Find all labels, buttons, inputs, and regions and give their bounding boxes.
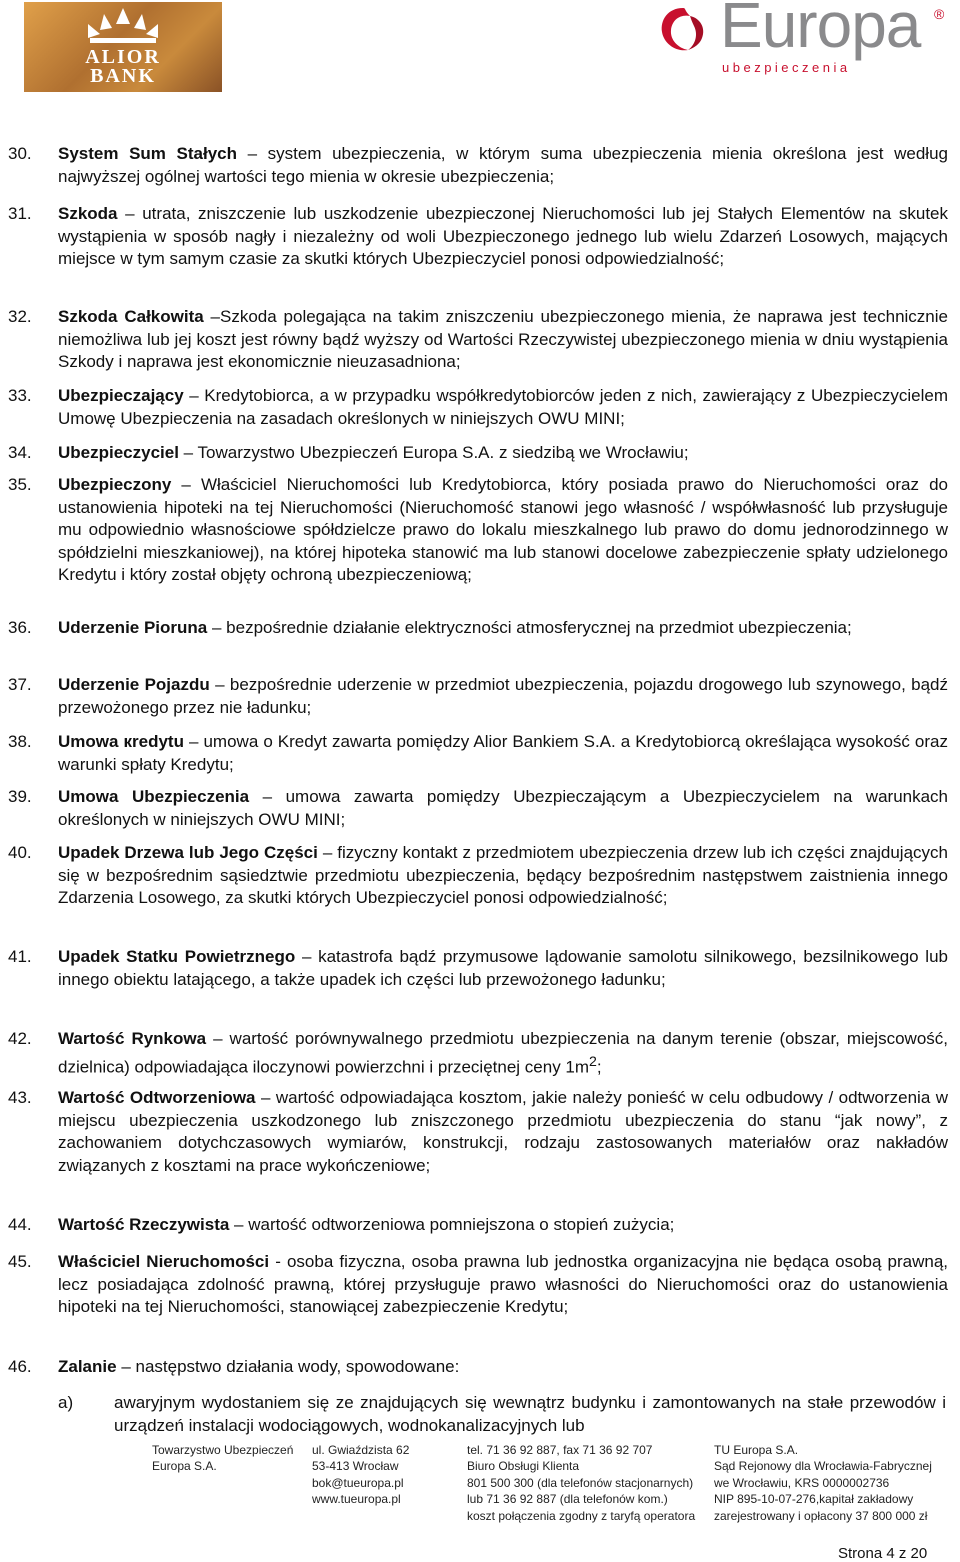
- footer-line: koszt połączenia zgodny z taryfą operatora: [467, 1508, 696, 1523]
- definition-item: [8, 617, 948, 640]
- definition-item: [8, 1028, 948, 1079]
- item-superscript: 2: [589, 1053, 597, 1070]
- item-term: Właściciel Nieruchomości: [58, 1252, 270, 1271]
- definition-item: [8, 946, 948, 991]
- footer-line: Biuro Obsługi Klienta: [467, 1459, 580, 1474]
- item-term: Ubezpieczony: [58, 475, 172, 494]
- europa-logo-word: Europa: [720, 0, 921, 61]
- footer-line: TU Europa S.A.: [714, 1443, 799, 1457]
- item-term: Uderzenie Pojazdu: [58, 675, 210, 694]
- page-header: [0, 0, 960, 100]
- definition-item: [8, 306, 948, 374]
- item-number: 40.: [8, 843, 32, 862]
- subitem-text: awaryjnym wydostaniem się ze znajdujących się wewnątrz budynku i zamontowanych na stałe przewodów i urządzeń instalacji wodociągowych, wodnokanalizacyjnych lub: [114, 1393, 946, 1435]
- footer-line: Europa S.A.: [152, 1459, 217, 1474]
- europa-logo-registered: ®: [934, 6, 945, 22]
- item-text: - osoba fizyczna, osoba prawna lub jednostka organizacyjna nie będąca osobą prawną, lecz posiadająca zdolność prawną, której przysługuje prawo własności do Nieruchomości oraz do ustanowienia hipoteki na tej Nieruchomości, stanowiącej zabezpieczenie Kredytu;: [58, 1252, 949, 1316]
- item-text: – fizyczny kontakt z przedmiotem ubezpieczenia drzew lub ich części znajdujących się w bezpośrednim sąsiedztwie przedmiotu ubezpieczenia, będący bezpośrednim następstwem zaistnienia innego Zdarzenia Losowego, za skutki których Ubezpieczyciel ponosi odpowiedzialność;: [58, 843, 948, 907]
- alior-logo-line2: BANK: [90, 65, 156, 87]
- footer-company: [152, 1442, 293, 1475]
- europa-logo-sub: ubezpieczenia: [722, 60, 851, 75]
- item-number: 35.: [8, 475, 32, 494]
- item-text: – umowa o Kredyt zawarta pomiędzy Alior Bankiem S.A. a Kredytobiorcą określająca wysokość oraz warunki spłaty Kredytu;: [58, 732, 948, 774]
- item-number: 45.: [8, 1252, 32, 1271]
- definition-item: [8, 842, 948, 910]
- definition-item: [8, 786, 948, 831]
- item-text: – katastrofa bądź przymusowe lądowanie samolotu silnikowego, bezsilnikowego lub innego obiektu latającego, a także upadek ich części lub przewożonego ładunku;: [58, 947, 948, 989]
- definition-item: [8, 143, 948, 188]
- footer-line: 801 500 300 (dla telefonów stacjonarnych): [467, 1475, 694, 1490]
- footer-line: Sąd Rejonowy dla Wrocławia-Fabrycznej: [714, 1459, 932, 1474]
- item-number: 41.: [8, 947, 32, 966]
- item-text: – wartość porównywalnego przedmiotu ubezpieczenia na danym terenie (obszar, miejscowość, dzielnica) odpowiadająca iloczynowi powierzchni i przeciętnej ceny 1m: [58, 1029, 948, 1077]
- item-term: Wartość Rynkowa: [58, 1029, 207, 1048]
- item-number: 46.: [8, 1357, 32, 1376]
- item-text: – umowa zawarta pomiędzy Ubezpieczającym a Ubezpieczycielem na warunkach określonych w niniejszych OWU MINI;: [58, 787, 949, 829]
- footer-line: Towarzystwo Ubezpieczeń: [152, 1443, 294, 1457]
- item-term: Ubezpieczyciel: [58, 443, 179, 462]
- item-text: – utrata, zniszczenie lub uszkodzenie ubezpieczonej Nieruchomości lub jej Stałych Elementów na skutek wystąpienia w sposób nagły i niezależny od woli Ubezpieczonego jednego lub wielu Zdarzeń Losowych, mających miejsce w tym samym czasie za skutki których Ubezpieczyciel ponosi odpowiedzialność;: [58, 204, 948, 268]
- footer-line: we Wrocławiu, KRS 0000002736: [714, 1475, 890, 1490]
- item-number: 44.: [8, 1215, 32, 1234]
- item-text: – następstwo działania wody, spowodowane:: [116, 1357, 460, 1376]
- footer-line: tel. 71 36 92 887, fax 71 36 92 707: [467, 1443, 653, 1457]
- footer-website-link[interactable]: www.tueuropa.pl: [312, 1492, 401, 1507]
- item-text: – wartość odpowiadająca kosztom, jakie należy ponieść w celu odbudowy / odtworzenia w miejscu ubezpieczenia uszkodzonego lub zniszczonego przedmiotu ubezpieczenia do stanu “jak nowy”, z zachowaniem dotychczasowych wymiarów, konstrukcji, rodzaju zastosowanych materiałów oraz nakładów związanych z kosztami na prace wykończeniowe;: [58, 1088, 948, 1175]
- item-number: 34.: [8, 443, 32, 462]
- definition-item: [8, 442, 948, 465]
- item-text: – Właściciel Nieruchomości lub Kredytobiorca, który posiada prawo do Nieruchomości oraz do ustanowienia hipoteki na tej Nieruchomości (Nieruchomość stanowi jego własność / współwłasność lub przysługuje mu odpowiednio własnościowe spółdzielcze prawo do lokalu mieszkalnego lub prawo do domu jednorodzinnego w spółdzielni mieszkaniowej), na której hipoteka stanowić ma lub stanowi docelowe zabezpieczenie spłaty udzielonego Kredytu i który został objęty ochroną ubezpieczeniową;: [58, 475, 948, 584]
- item-term: Upadek Statku Powietrznego: [58, 947, 296, 966]
- definition-item: [8, 674, 948, 719]
- footer-line: ul. Gwiaździsta 62: [312, 1443, 410, 1457]
- item-number: 32.: [8, 307, 32, 326]
- item-term: Umowa Ubezpieczenia: [58, 787, 250, 806]
- footer-contact: [467, 1442, 695, 1524]
- item-term: Wartość Odtworzeniowa: [58, 1088, 256, 1107]
- definition-item: [8, 203, 948, 271]
- item-number: 30.: [8, 144, 32, 163]
- item-term: Zalanie: [58, 1357, 117, 1376]
- item-number: 43.: [8, 1088, 32, 1107]
- definition-item: [8, 1214, 948, 1237]
- item-number: 36.: [8, 618, 32, 637]
- item-number: 38.: [8, 732, 32, 751]
- item-number: 33.: [8, 386, 32, 405]
- footer-line: NIP 895-10-07-276,kapitał zakładowy: [714, 1492, 914, 1507]
- definition-item: [8, 1251, 948, 1319]
- item-term: Szkoda: [58, 204, 118, 223]
- definition-item: [8, 385, 948, 430]
- item-term: Umowa кredytu: [58, 732, 184, 751]
- alior-crown-icon: [24, 4, 222, 48]
- item-number: 39.: [8, 787, 32, 806]
- item-text: – bezpośrednie działanie elektryczności atmosferycznej na przedmiot ubezpieczenia;: [207, 618, 852, 637]
- item-term: Szkoda Całkowita: [58, 307, 204, 326]
- footer-email-link[interactable]: bok@tueuropa.pl: [312, 1475, 404, 1490]
- item-term: Ubezpieczający: [58, 386, 184, 405]
- europa-swirl-icon: [656, 4, 710, 58]
- item-number: 31.: [8, 204, 32, 223]
- item-text: – bezpośrednie uderzenie w przedmiot ubezpieczenia, pojazdu drogowego lub szynowego, bądź przewożonego przez nie ładunku;: [58, 675, 948, 717]
- footer-line: lub 71 36 92 887 (dla telefonów kom.): [467, 1492, 668, 1507]
- item-number: 37.: [8, 675, 32, 694]
- definition-subitem: [58, 1392, 946, 1437]
- footer-line: zarejestrowany i opłacony 37 800 000 zł: [714, 1508, 928, 1523]
- definition-item: [8, 474, 948, 587]
- footer-address: [312, 1442, 409, 1508]
- item-text: – Towarzystwo Ubezpieczeń Europa S.A. z siedzibą we Wrocławiu;: [178, 443, 689, 462]
- footer-line: 53-413 Wrocław: [312, 1459, 399, 1474]
- item-number: 42.: [8, 1029, 32, 1048]
- item-term: Uderzenie Pioruna: [58, 618, 208, 637]
- item-text: – Kredytobiorca, a w przypadku współkredytobiorców jeden z nich, zawierający z Ubezpieczycielem Umowę Ubezpieczenia na zasadach określonych w niniejszych OWU MINI;: [58, 386, 948, 428]
- subitem-letter: a): [58, 1393, 74, 1412]
- page-number: Strona 4 z 20: [838, 1545, 928, 1562]
- item-text: – system ubezpieczenia, w którym suma ubezpieczenia mienia określona jest według najwyższej ogólnej wartości tego mienia w okresie ubezpieczenia;: [58, 144, 948, 186]
- definition-item: [8, 1356, 948, 1379]
- definition-item: [8, 731, 948, 776]
- alior-bank-logo: [24, 2, 222, 92]
- page-footer: [0, 1440, 960, 1530]
- item-text: – wartość odtworzeniowa pomniejszona o stopień zużycia;: [229, 1215, 675, 1234]
- footer-registry: [714, 1442, 932, 1524]
- item-text: –Szkoda polegająca na takim zniszczeniu ubezpieczonego mienia, że naprawa jest technicznie niemożliwa lub jej koszt jest równy bądź wyższy od Wartości Rzeczywistej ubezpieczonego mienia w dniu wystąpienia Szkody i naprawa jest ekonomicznie nieuzasadniona;: [58, 307, 948, 371]
- item-text-tail: ;: [596, 1057, 602, 1077]
- definition-item: [8, 1087, 948, 1177]
- alior-logo-line1: ALIOR: [85, 46, 161, 68]
- item-term: Wartość Rzeczywista: [58, 1215, 230, 1234]
- europa-logo: [650, 0, 960, 85]
- item-term: Upadek Drzewa lub Jego Części: [58, 843, 318, 862]
- item-term: System Sum Stałych: [58, 144, 237, 163]
